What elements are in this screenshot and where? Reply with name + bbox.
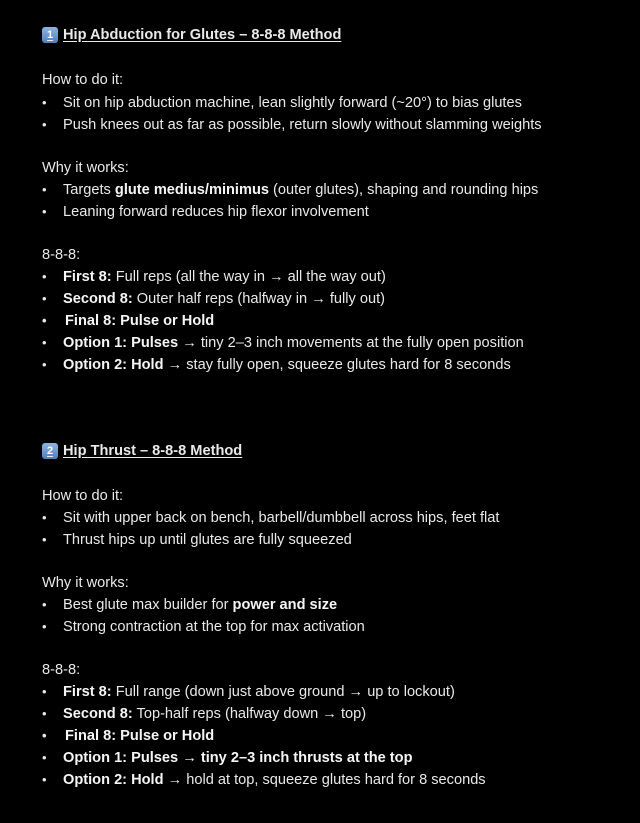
list-item: • Sit on hip abduction machine, lean slightly forward (~20°) to bias glutes	[42, 95, 522, 111]
list-item: • Final 8: Pulse or Hold	[42, 728, 215, 744]
list-item: • Thrust hips up until glutes are fully squeezed	[42, 532, 352, 548]
bullet-icon: •	[42, 619, 47, 634]
section-title-text: Hip Thrust – 8-8-8 Method	[63, 443, 243, 459]
bullet-icon: •	[42, 706, 47, 721]
list-item: • First 8: Full range (down just above ground → up to lockout)	[42, 684, 455, 700]
list-item: • Second 8: Outer half reps (halfway in → fully out)	[42, 291, 385, 307]
bullet-icon: •	[42, 728, 47, 743]
bullet-icon: •	[42, 357, 47, 372]
bullet-icon: •	[42, 95, 47, 110]
method-label: 8-8-8:	[42, 247, 81, 263]
how-label: How to do it:	[42, 488, 124, 504]
bullet-icon: •	[42, 597, 47, 612]
keycap-number-icon: 2	[42, 443, 58, 459]
bullet-icon: •	[42, 313, 47, 328]
list-item: • Sit with upper back on bench, barbell/dumbbell across hips, feet flat	[42, 510, 500, 526]
list-item: • Targets glute medius/minimus (outer glutes), shaping and rounding hips	[42, 182, 539, 198]
list-item: • Option 1: Pulses → tiny 2–3 inch thrusts at the top	[42, 750, 413, 766]
list-item: • Option 2: Hold → hold at top, squeeze glutes hard for 8 seconds	[42, 772, 486, 788]
list-item: • First 8: Full reps (all the way in → all the way out)	[42, 269, 386, 285]
bullet-icon: •	[42, 291, 47, 306]
bullet-icon: •	[42, 684, 47, 699]
how-label: How to do it:	[42, 72, 124, 88]
bullet-icon: •	[42, 510, 47, 525]
list-item: • Option 1: Pulses → tiny 2–3 inch movements at the fully open position	[42, 335, 524, 351]
section-title	[42, 27, 341, 43]
list-item: • Option 2: Hold → stay fully open, squeeze glutes hard for 8 seconds	[42, 357, 511, 373]
list-item: • Push knees out as far as possible, return slowly without slamming weights	[42, 117, 542, 133]
bullet-icon: •	[42, 750, 47, 765]
bullet-icon: •	[42, 772, 47, 787]
list-item: • Strong contraction at the top for max activation	[42, 619, 365, 635]
method-label: 8-8-8:	[42, 662, 81, 678]
bullet-icon: •	[42, 117, 47, 132]
list-item: • Best glute max builder for power and size	[42, 597, 338, 613]
bullet-icon: •	[42, 204, 47, 219]
section-title-text: Hip Abduction for Glutes – 8-8-8 Method	[63, 27, 342, 43]
bullet-icon: •	[42, 335, 47, 350]
why-label: Why it works:	[42, 575, 129, 591]
bullet-icon: •	[42, 182, 47, 197]
bullet-icon: •	[42, 532, 47, 547]
keycap-number-icon: 1	[42, 27, 58, 43]
list-item: • Leaning forward reduces hip flexor involvement	[42, 204, 369, 220]
bullet-icon: •	[42, 269, 47, 284]
why-label: Why it works:	[42, 160, 129, 176]
list-item: • Second 8: Top-half reps (halfway down → top)	[42, 706, 367, 722]
section-title	[42, 443, 242, 459]
list-item: • Final 8: Pulse or Hold	[42, 313, 215, 329]
